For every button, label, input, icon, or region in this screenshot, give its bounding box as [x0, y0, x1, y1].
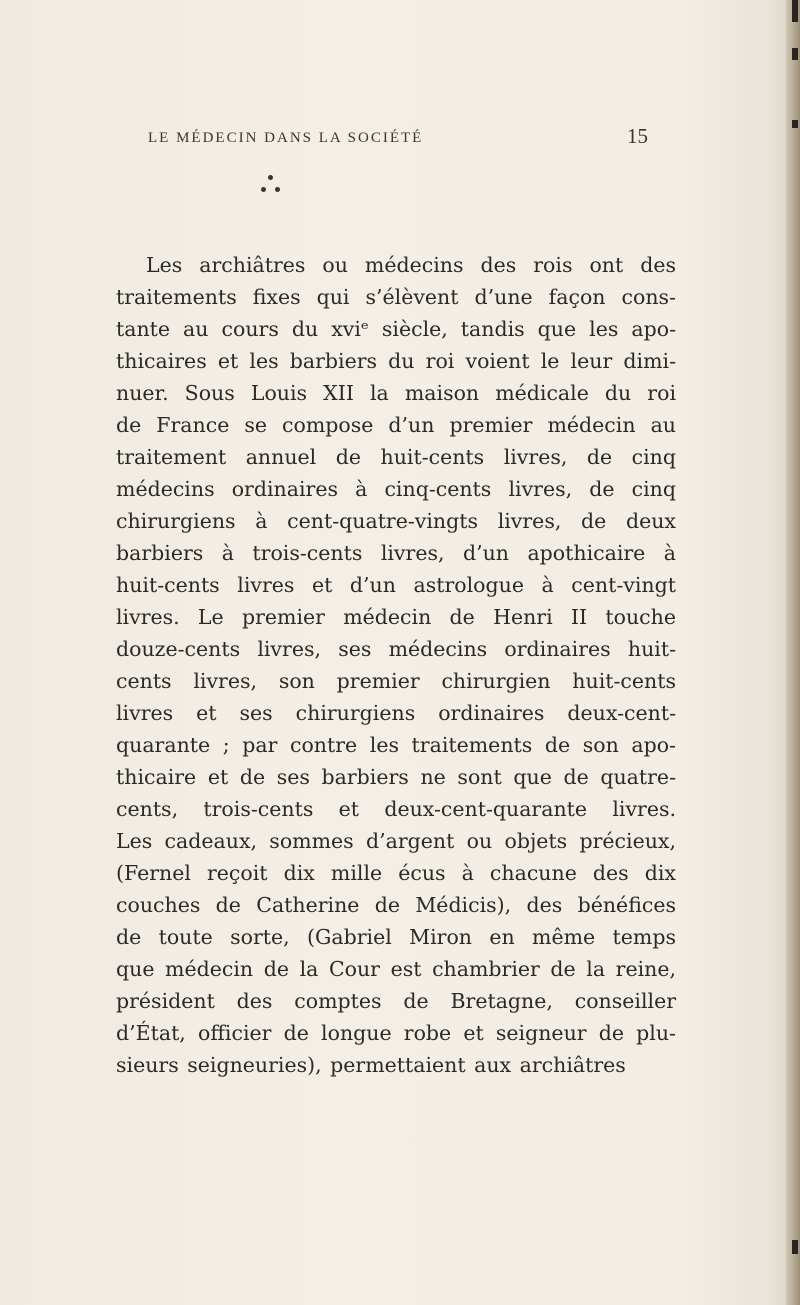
text-line: président des comptes de Bretagne, conseiller — [116, 989, 676, 1013]
text-line: douze-cents livres, ses médecins ordinaires huit- — [116, 637, 676, 661]
text-line: thicaire et de ses barbiers ne sont que de quatre- — [116, 765, 676, 789]
text-line: médecins ordinaires à cinq-cents livres, de cinq — [116, 477, 676, 501]
asterism-dot-left — [261, 187, 266, 192]
text-line: traitements fixes qui s’élèvent d’une façon cons- — [116, 285, 676, 309]
page-header — [148, 122, 648, 152]
text-line: (Fernel reçoit dix mille écus à chacune des dix — [116, 861, 676, 885]
text-line: livres et ses chirurgiens ordinaires deux-cent- — [116, 701, 676, 725]
text-line: chirurgiens à cent-quatre-vingts livres, de deux — [116, 509, 676, 533]
edge-mark — [792, 120, 798, 128]
text-line: de France se compose d’un premier médecin au — [116, 413, 676, 437]
body-text — [116, 249, 676, 1081]
text-line: Les cadeaux, sommes d’argent ou objets précieux, — [116, 829, 676, 853]
page-binding-edge — [786, 0, 800, 1305]
page-number: 15 — [627, 124, 648, 148]
text-line: huit-cents livres et d’un astrologue à cent-vingt — [116, 573, 676, 597]
text-line: que médecin de la Cour est chambrier de la reine, — [116, 957, 676, 981]
text-line: barbiers à trois-cents livres, d’un apothicaire à — [116, 541, 676, 565]
edge-mark — [792, 1240, 798, 1254]
text-line: nuer. Sous Louis XII la maison médicale du roi — [116, 381, 676, 405]
text-line: tante au cours du xviᵉ siècle, tandis que les apo- — [116, 317, 676, 341]
text-line: cents livres, son premier chirurgien huit-cents — [116, 669, 676, 693]
text-line: couches de Catherine de Médicis), des bénéfices — [116, 893, 676, 917]
text-line: d’État, officier de longue robe et seigneur de plu- — [116, 1021, 676, 1045]
text-line: Les archiâtres ou médecins des rois ont des — [146, 253, 676, 277]
asterism-dot-top — [268, 175, 273, 180]
text-line: cents, trois-cents et deux-cent-quarante livres. — [116, 797, 676, 821]
text-line: livres. Le premier médecin de Henri II touche — [116, 605, 676, 629]
asterism-dot-right — [275, 187, 280, 192]
running-head: LE MÉDECIN DANS LA SOCIÉTÉ — [148, 130, 424, 146]
text-line: traitement annuel de huit-cents livres, de cinq — [116, 445, 676, 469]
edge-mark — [792, 0, 798, 22]
text-line: sieurs seigneuries), permettaient aux archiâtres — [116, 1053, 626, 1077]
text-line: quarante ; par contre les traitements de son apo- — [116, 733, 676, 757]
text-line: thicaires et les barbiers du roi voient le leur dimi- — [116, 349, 676, 373]
asterism-ornament — [258, 175, 282, 205]
edge-mark — [792, 48, 798, 60]
text-line: de toute sorte, (Gabriel Miron en même temps — [116, 925, 676, 949]
